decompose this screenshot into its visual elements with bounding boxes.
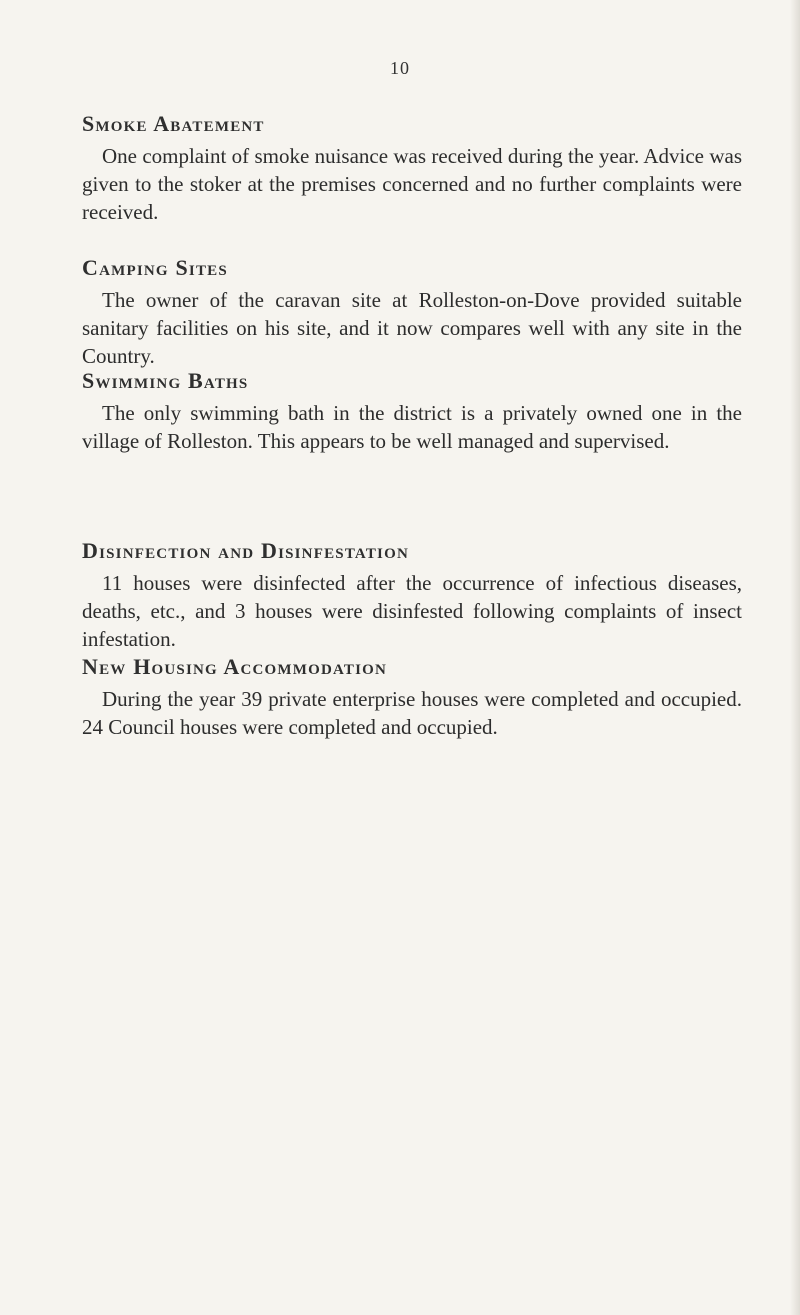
section-heading: Camping Sites bbox=[82, 255, 228, 280]
page-edge-shadow bbox=[790, 0, 800, 1315]
section-paragraph: 11 houses were disinfected after the occurrence of infectious diseases, deaths, etc., and 3 houses were disinfested following complaints of insect infestation. bbox=[82, 571, 742, 651]
section-paragraph: The owner of the caravan site at Rolleston-on-Dove provided suitable sanitary facilities on his site, and it now compares well with any site in the Country. bbox=[82, 288, 742, 368]
section-new-housing bbox=[82, 653, 742, 741]
section-smoke-abatement bbox=[82, 110, 742, 226]
section-paragraph: During the year 39 private enterprise houses were completed and occupied. 24 Council houses were completed and occupied. bbox=[82, 687, 742, 739]
section-paragraph: The only swimming bath in the district is a privately owned one in the village of Rolleston. This appears to be well managed and supervised. bbox=[82, 401, 742, 453]
section-swimming-baths bbox=[82, 367, 742, 455]
section-disinfection bbox=[82, 537, 742, 653]
section-heading: New Housing Accommodation bbox=[82, 654, 388, 679]
page-number: 10 bbox=[390, 58, 410, 78]
section-paragraph: One complaint of smoke nuisance was received during the year. Advice was given to the stoker at the premises concerned and no further complaints were received. bbox=[82, 144, 742, 224]
section-heading: Disinfection and Disinfestation bbox=[82, 538, 409, 563]
section-heading: Smoke Abatement bbox=[82, 111, 265, 136]
section-heading: Swimming Baths bbox=[82, 368, 249, 393]
section-camping-sites bbox=[82, 254, 742, 370]
